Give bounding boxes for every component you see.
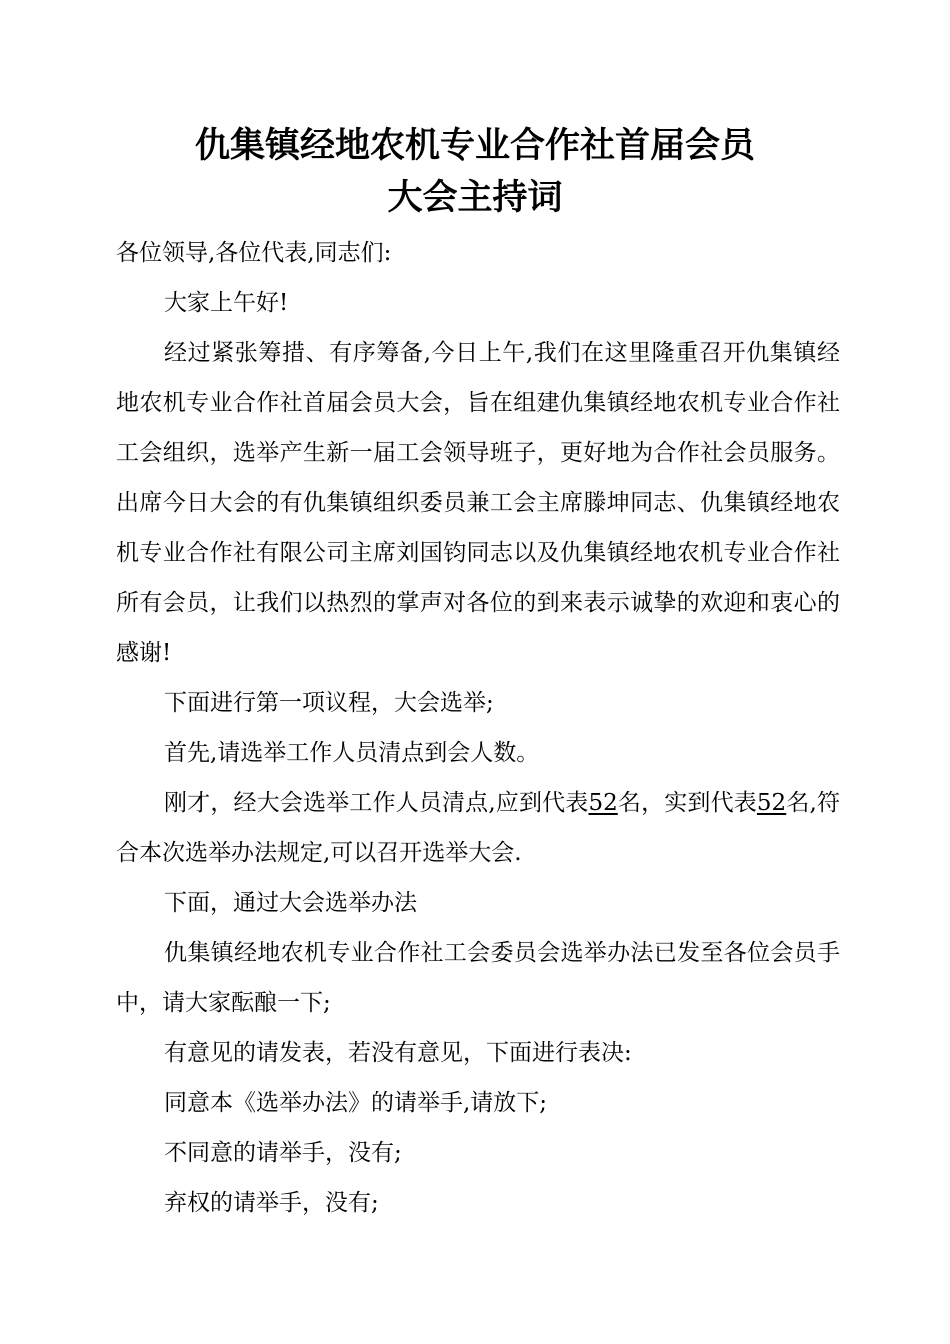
- headcount-text-c: 名,符合本次选举办法规定,可以召开选举大会.: [116, 790, 841, 866]
- headcount-request: 首先,请选举工作人员清点到会人数。: [164, 740, 540, 766]
- headcount-text-a: 刚才，经大会选举工作人员清点,应到代表: [164, 790, 589, 816]
- vote-disagree: 不同意的请举手，没有;: [164, 1140, 402, 1166]
- next-step: 下面，通过大会选举办法: [164, 890, 417, 916]
- agenda-item-1: 下面进行第一项议程，大会选举;: [164, 690, 494, 716]
- expected-count: 52: [588, 790, 618, 816]
- vote-abstain: 弃权的请举手，没有;: [164, 1190, 379, 1216]
- document-body: [116, 228, 840, 1228]
- opinion-call: 有意见的请发表，若没有意见，下面进行表决:: [164, 1040, 632, 1066]
- salutation: 各位领导,各位代表,同志们:: [116, 240, 392, 266]
- vote-agree: 同意本《选举办法》的请举手,请放下;: [164, 1090, 548, 1116]
- document-title-line-2: 大会主持词: [387, 178, 563, 218]
- intro-paragraph: 经过紧张筹措、有序筹备,今日上午,我们在这里隆重召开仇集镇经地农机专业合作社首届会员大会，旨在组建仇集镇经地农机专业合作社工会组织，选举产生新一届工会领导班子，更好地为合作社会员服务。出席今日大会的有仇集镇组织委员兼工会主席滕坤同志、仇集镇经地农机专业合作社有限公司主席刘国钧同志以及仇集镇经地农机专业合作社所有会员，让我们以热烈的掌声对各位的到来表示诚挚的欢迎和衷心的感谢!: [116, 340, 840, 666]
- actual-count: 52: [756, 790, 787, 816]
- document-title-line-1: 仇集镇经地农机专业合作社首届会员: [194, 126, 755, 166]
- election-method: 仇集镇经地农机专业合作社工会委员会选举办法已发至各位会员手中，请大家酝酿一下;: [116, 940, 840, 1016]
- headcount-result: [116, 778, 840, 878]
- headcount-text-b: 名，实到代表: [617, 790, 757, 816]
- greeting: 大家上午好!: [164, 290, 289, 316]
